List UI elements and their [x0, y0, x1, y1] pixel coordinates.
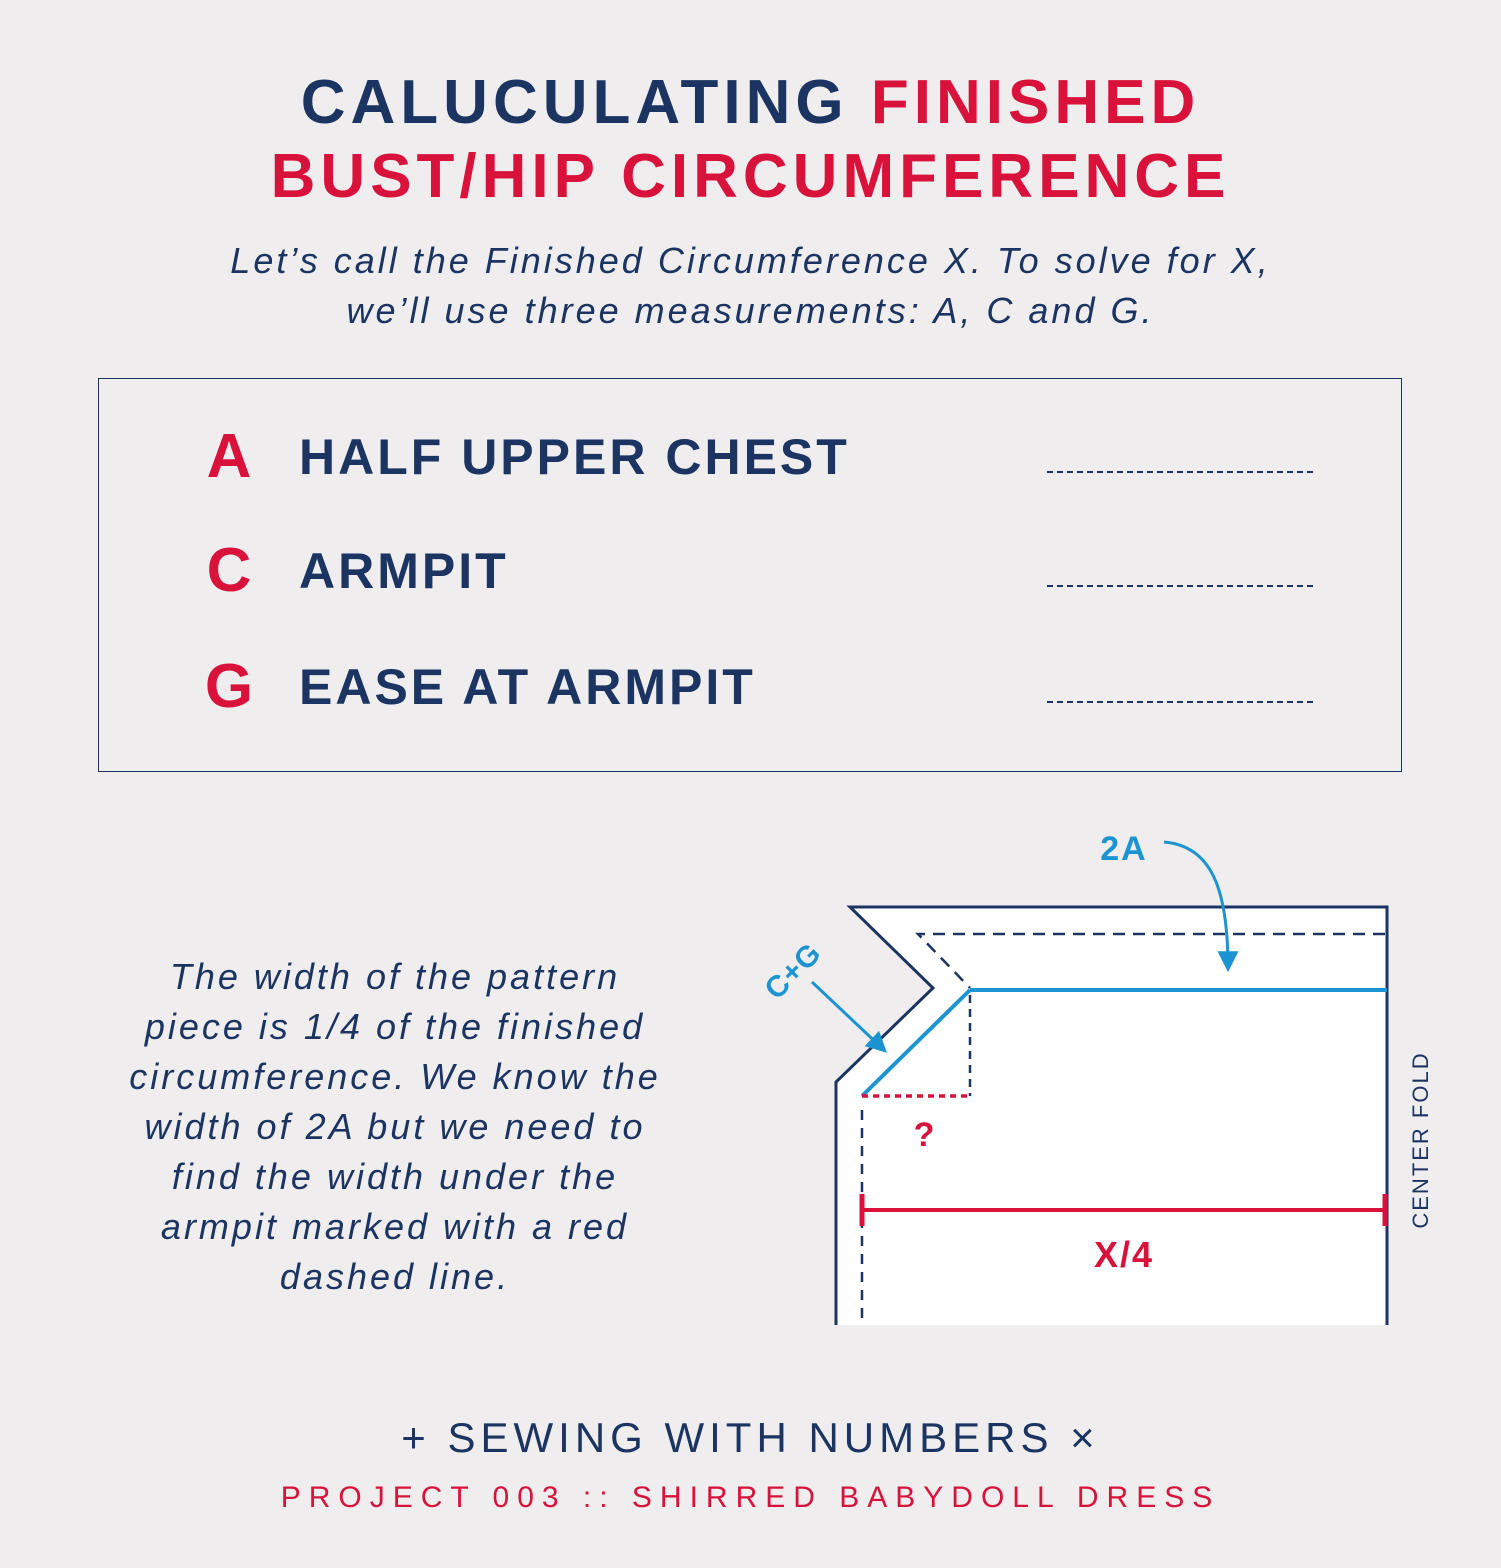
- title-red-text: FINISHED: [870, 68, 1201, 137]
- measurement-label: HALF UPPER CHEST: [299, 429, 850, 485]
- measurement-label: ARMPIT: [299, 543, 509, 599]
- footer-project: PROJECT 003 :: SHIRRED BABYDOLL DRESS: [280, 1481, 1221, 1514]
- explanation-line: dashed line.: [279, 1256, 511, 1297]
- explanation-line: width of 2A but we need to: [144, 1106, 646, 1147]
- label-center-fold: CENTER FOLD: [1408, 1051, 1433, 1229]
- measurement-label: EASE AT ARMPIT: [299, 659, 756, 715]
- explanation-line: piece is 1/4 of the finished: [144, 1006, 646, 1047]
- label-cg: C+G: [758, 936, 829, 1007]
- title-line-2: BUST/HIP CIRCUMFERENCE: [270, 142, 1231, 211]
- label-2a: 2A: [1100, 830, 1148, 868]
- arrow-cg-icon: [812, 982, 884, 1050]
- label-x4: X/4: [1093, 1234, 1155, 1275]
- intro-line-1: Let’s call the Finished Circumference X. To solve for X,: [230, 240, 1271, 281]
- title-navy-text: CALUCULATING: [300, 68, 871, 137]
- label-question-mark: ?: [913, 1116, 935, 1154]
- measurement-letter: A: [206, 422, 252, 491]
- explanation-line: circumference. We know the: [129, 1056, 661, 1097]
- measurement-letter: G: [204, 652, 254, 721]
- measurement-letter: C: [206, 536, 252, 605]
- footer-series: + SEWING WITH NUMBERS ×: [401, 1414, 1100, 1461]
- intro-line-2: we’ll use three measurements: A, C and G.: [346, 290, 1155, 331]
- explanation-line: armpit marked with a red: [160, 1206, 630, 1247]
- explanation-line: The width of the pattern: [169, 956, 621, 997]
- explanation-line: find the width under the: [171, 1156, 619, 1197]
